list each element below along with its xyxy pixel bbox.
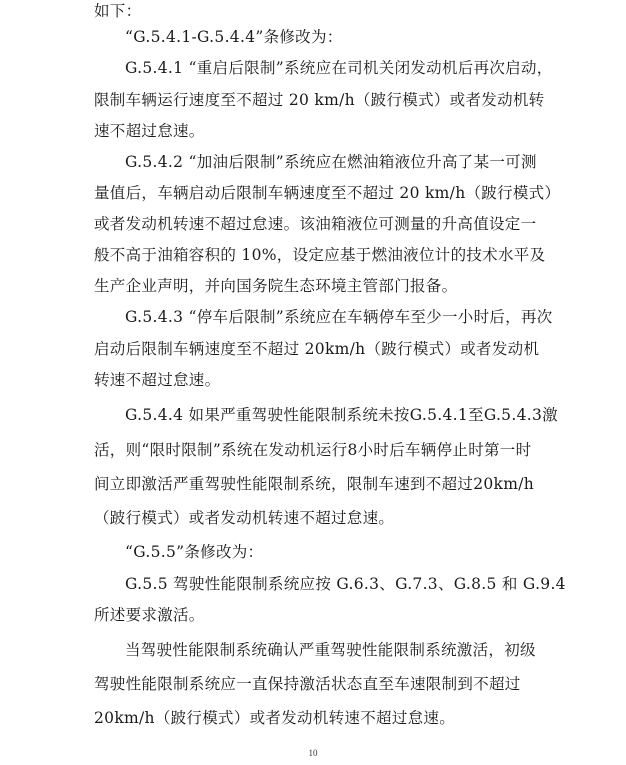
- text-line: 如下：: [94, 2, 142, 20]
- text-line: 转速不超过怠速。: [94, 371, 221, 389]
- text-line: “G.5.5”条修改为：: [125, 543, 264, 561]
- text-line: 当驾驶性能限制系统确认严重驾驶性能限制系统激活，初级: [125, 641, 536, 659]
- text-line: 般不高于油箱容积的 10%，设定应基于燃油液位计的技术水平及: [94, 246, 546, 264]
- text-line: 或者发动机转速不超过怠速。该油箱液位可测量的升高值设定一: [94, 215, 537, 233]
- text-line: 所述要求激活。: [94, 606, 205, 624]
- text-line: G.5.5 驾驶性能限制系统应按 G.6.3、G.7.3、G.8.5 和 G.9.4: [125, 575, 566, 593]
- text-line: 限制车辆运行速度至不超过 20 km/h（跛行模式）或者发动机转: [94, 91, 545, 109]
- text-line: G.5.4.2 “加油后限制”系统应在燃油箱液位升高了某一可测: [125, 153, 537, 171]
- text-line: 量值后，车辆启动后限制车辆速度至不超过 20 km/h（跛行模式）: [94, 184, 561, 202]
- text-line: 速不超过怠速。: [94, 122, 205, 140]
- text-line: 启动后限制车辆速度至不超过 20km/h（跛行模式）或者发动机: [94, 340, 540, 358]
- text-line: G.5.4.1 “重启后限制”系统应在司机关闭发动机后再次启动，: [125, 59, 553, 77]
- text-line: G.5.4.4 如果严重驾驶性能限制系统未按G.5.4.1至G.5.4.3激: [125, 406, 558, 424]
- text-line: 生产企业声明，并向国务院生态环境主管部门报备。: [94, 277, 458, 295]
- page-number: 10: [308, 748, 318, 758]
- text-line: 20km/h（跛行模式）或者发动机转速不超过怠速。: [94, 709, 456, 727]
- text-line: 活，则“限时限制”系统在发动机运行8小时后车辆停止时第一时: [94, 441, 532, 459]
- text-line: 间立即激活严重驾驶性能限制系统，限制车速到不超过20km/h: [94, 475, 535, 493]
- text-line: （跛行模式）或者发动机转速不超过怠速。: [94, 509, 395, 527]
- text-line: “G.5.4.1-G.5.4.4”条修改为：: [125, 28, 343, 46]
- text-line: 驾驶性能限制系统应一直保持激活状态直至车速限制到不超过: [94, 675, 521, 693]
- text-line: G.5.4.3 “停车后限制”系统应在车辆停车至少一小时后，再次: [125, 308, 553, 326]
